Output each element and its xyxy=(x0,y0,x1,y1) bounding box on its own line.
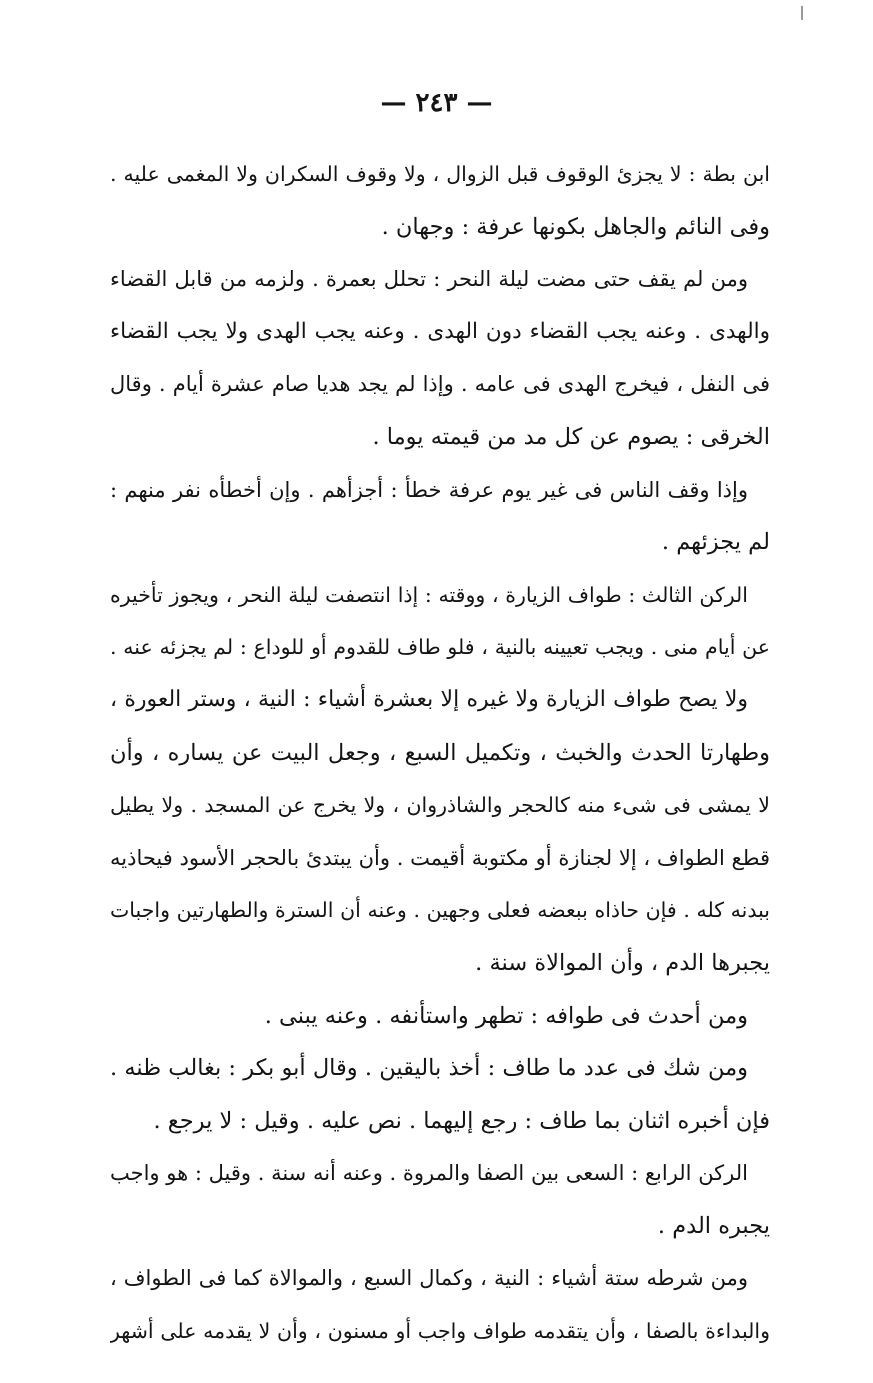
text-line: ابن بطة : لا يجزئ الوقوف قبل الزوال ، ولا وقوف السكران ولا المغمى عليه . xyxy=(110,162,770,186)
text-line: يجبره الدم . xyxy=(657,1212,770,1239)
text-line: فإن أخبره اثنان بما طاف : رجع إليهما . نص عليه . وقيل : لا يرجع . xyxy=(153,1107,770,1134)
text-line: ومن شك فى عدد ما طاف : أخذ باليقين . وقال أبو بكر : بغالب ظنه . xyxy=(110,1055,748,1082)
text-line: عن أيام منى . ويجب تعيينه بالنية ، فلو طاف للقدوم أو للوداع : لم يجزئه عنه . xyxy=(110,635,770,660)
text-line: الركن الرابع : السعى بين الصفا والمروة . وعنه أنه سنة . وقيل : هو واجب xyxy=(110,1161,748,1186)
text-line: ولا يصح طواف الزيارة ولا غيره إلا بعشرة أشياء : النية ، وستر العورة ، xyxy=(110,686,748,712)
text-line: قطع الطواف ، إلا لجنازة أو مكتوبة أقيمت . وأن يبتدئ بالحجر الأسود فيحاذيه xyxy=(110,845,770,870)
text-line: لا يمشى فى شىء منه كالحجر والشاذروان ، ولا يخرج عن المسجد . ولا يطيل xyxy=(110,793,770,818)
body-text xyxy=(110,148,770,1358)
text-line: وطهارتا الحدث والخبث ، وتكميل السبع ، وجعل البيت عن يساره ، وأن xyxy=(110,739,770,766)
text-line: والبداءة بالصفا ، وأن يتقدمه طواف واجب أو مسنون ، وأن لا يقدمه على أشهر xyxy=(110,1319,770,1344)
text-line: ومن أحدث فى طوافه : تطهر واستأنفه . وعنه يبنى . xyxy=(264,1002,748,1029)
text-line: الركن الثالث : طواف الزيارة ، ووقته : إذا انتصفت ليلة النحر ، ويجوز تأخيره xyxy=(110,582,748,607)
text-line: فى النفل ، فيخرج الهدى فى عامه . وإذا لم يجد هديا صام عشرة أيام . وقال xyxy=(110,372,770,397)
text-line: لم يجزئهم . xyxy=(661,529,770,556)
text-line: الخرقى : يصوم عن كل مد من قيمته يوما . xyxy=(372,423,770,450)
text-line: والهدى . وعنه يجب القضاء دون الهدى . وعنه يجب الهدى ولا يجب القضاء xyxy=(110,318,770,344)
text-line: ومن شرطه ستة أشياء : النية ، وكمال السبع ، والموالاة كما فى الطواف ، xyxy=(110,1266,748,1291)
text-line: يجبرها الدم ، وأن الموالاة سنة . xyxy=(475,949,770,976)
page-number: — ٢٤٣ — xyxy=(380,88,493,118)
page-edge-mark xyxy=(801,6,803,20)
text-line: ومن لم يقف حتى مضت ليلة النحر : تحلل بعمرة . ولزمه من قابل القضاء xyxy=(110,267,748,292)
text-line: وإذا وقف الناس فى غير يوم عرفة خطأ : أجزأهم . وإن أخطأه نفر منهم : xyxy=(110,477,748,502)
text-line: ببدنه كله . فإن حاذاه ببعضه فعلى وجهين . وعنه أن السترة والطهارتين واجبات xyxy=(110,898,770,923)
text-line: وفى النائم والجاهل بكونها عرفة : وجهان . xyxy=(381,213,770,240)
